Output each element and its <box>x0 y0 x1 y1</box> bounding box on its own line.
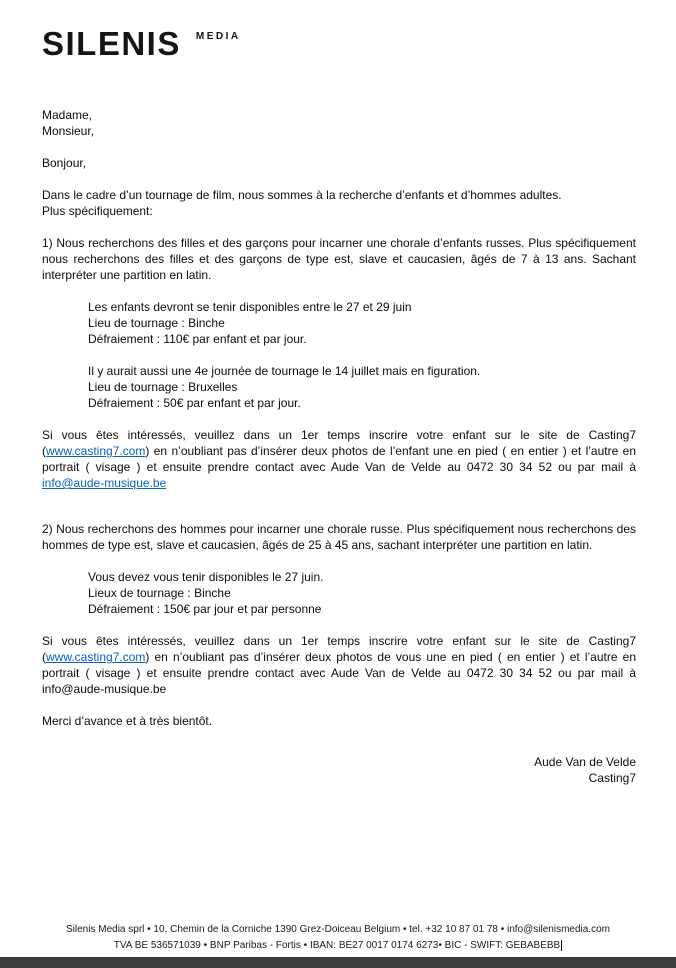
detail-line: Défraiement : 50€ par enfant et par jour. <box>88 396 301 410</box>
footer-line-address: Silenis Media sprl • 10, Chemin de la Corniche 1390 Grez-Doiceau Belgium • tel. +32 10 87 01 78 • info@silenismedia.com <box>66 924 610 935</box>
intro-line: Dans le cadre d’un tournage de film, nous sommes à la recherche d’enfants et d’hommes adultes. <box>42 188 562 202</box>
contact-text: ) en n’oubliant pas d’insérer deux photos de l’enfant une en pied ( en entier ) et l’autre en portrait ( visage ) et ensuite prendre contact avec Aude Van de Velde au 0472 30 34 52 ou par mail à <box>42 444 636 474</box>
logo-tagline: MEDIA <box>195 31 241 42</box>
closing-line: Merci d’avance et à très bientôt. <box>42 714 213 728</box>
section1-details-2 <box>42 363 636 411</box>
section2-contact-paragraph <box>42 633 636 697</box>
bottom-bar <box>0 957 676 968</box>
section2-details <box>42 569 636 617</box>
detail-line: Lieu de tournage : Bruxelles <box>88 380 238 394</box>
footer-bank-text: TVA BE 536571039 • BNP Paribas - Fortis • IBAN: BE27 0017 0174 6273• BIC - SWIFT: GEBABEBB <box>113 940 561 951</box>
email-link[interactable]: info@aude-musique.be <box>42 476 167 490</box>
detail-line: Lieux de tournage : Binche <box>88 586 231 600</box>
detail-line: Il y aurait aussi une 4e journée de tournage le 14 juillet mais en figuration. <box>88 364 481 378</box>
salutation-line: Monsieur, <box>42 124 95 138</box>
detail-line: Défraiement : 150€ par jour et par personne <box>88 602 322 616</box>
salutation <box>42 107 636 139</box>
salutation-line: Madame, <box>42 108 93 122</box>
detail-line: Les enfants devront se tenir disponibles entre le 27 et 29 juin <box>88 300 412 314</box>
intro-paragraph <box>42 187 636 219</box>
section1-contact-paragraph <box>42 427 636 491</box>
signature-block <box>42 754 636 786</box>
logo-wordmark: SILENIS <box>42 25 181 62</box>
signature-role: Casting7 <box>588 771 636 785</box>
company-logo <box>0 0 676 60</box>
section2-paragraph: 2) Nous recherchons des hommes pour incarner une chorale russe. Plus spécifiquement nous recherchons des hommes de type est, slave et caucasien, âgés de 25 à 45 ans, sachant interpréter une partition en latin. <box>42 522 636 552</box>
page-footer <box>0 922 676 954</box>
section1-details-1 <box>42 299 636 347</box>
detail-line: Défraiement : 110€ par enfant et par jour. <box>88 332 307 346</box>
footer-line-bank <box>0 938 676 954</box>
detail-line: Vous devez vous tenir disponibles le 27 juin. <box>88 570 324 584</box>
intro-line: Plus spécifiquement: <box>42 204 153 218</box>
greeting: Bonjour, <box>42 156 87 170</box>
section1-paragraph: 1) Nous recherchons des filles et des garçons pour incarner une chorale d’enfants russes. Plus spécifiquement nous recherchons des filles et des garçons de type est, slave et caucasien, âgés de 7 à 13 ans. Sachant interpréter une partition en latin. <box>42 236 636 282</box>
signature-name: Aude Van de Velde <box>534 755 636 769</box>
contact-text: ) en n’oubliant pas d’insérer deux photos de vous une en pied ( en entier ) et l’autre en portrait ( visage ) et ensuite prendre contact avec Aude Van de Velde au 0472 30 34 52 ou par mail à info@aude-musique.be <box>42 650 636 696</box>
letter-body <box>0 60 676 786</box>
detail-line: Lieu de tournage : Binche <box>88 316 225 330</box>
contact-text: Si vous êtes intéressés, veuillez dans un 1er temps inscrire votre enfant sur le site de Casting7 ( <box>42 428 636 458</box>
contact-text: Si vous êtes intéressés, veuillez dans un 1er temps inscrire votre enfant sur le site de Casting7 ( <box>42 634 636 664</box>
casting7-link[interactable]: www.casting7.com <box>46 650 146 664</box>
text-caret <box>561 940 562 951</box>
casting7-link[interactable]: www.casting7.com <box>46 444 146 458</box>
